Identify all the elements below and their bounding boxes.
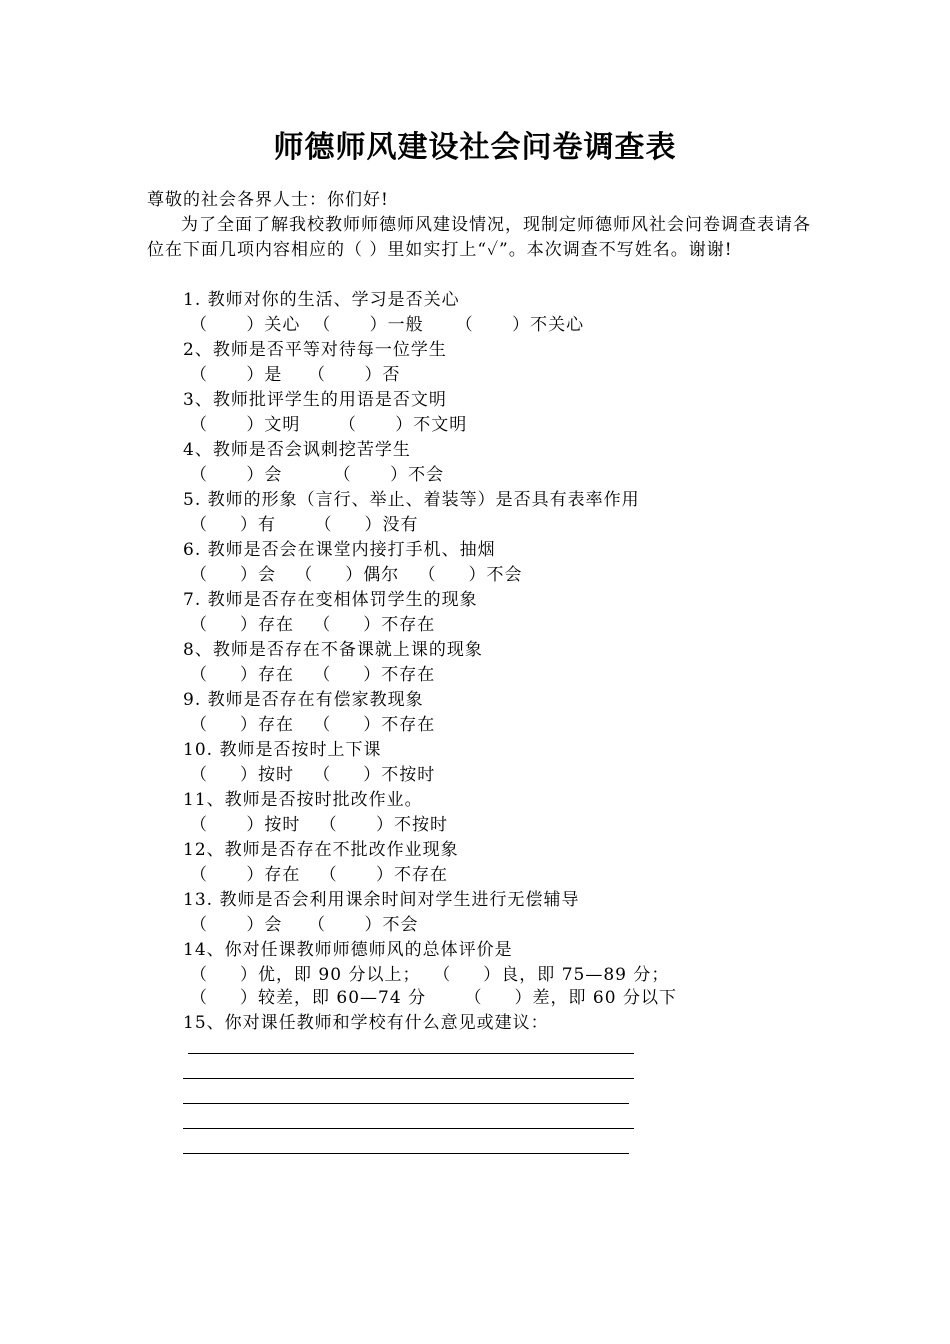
question-1: 1. 教师对你的生活、学习是否关心 — [183, 290, 460, 310]
question-14: 14、你对任课教师师德师风的总体评价是 — [183, 940, 513, 960]
question-13: 13. 教师是否会利用课余时间对学生进行无偿辅导 — [183, 890, 580, 910]
question-10: 10. 教师是否按时上下课 — [183, 740, 382, 760]
answer-line[interactable] — [183, 1078, 634, 1079]
question-6-options[interactable]: （ ）会 （ ）偶尔 （ ）不会 — [190, 565, 523, 585]
question-11-options[interactable]: （ ）按时 （ ）不按时 — [190, 815, 449, 835]
answer-line[interactable] — [183, 1128, 634, 1129]
question-5: 5. 教师的形象（言行、举止、着装等）是否具有表率作用 — [183, 490, 640, 510]
question-8-options[interactable]: （ ）存在 （ ）不存在 — [190, 665, 436, 685]
question-2: 2、教师是否平等对待每一位学生 — [183, 340, 447, 360]
question-3-options[interactable]: （ ）文明 （ ）不文明 — [190, 415, 468, 435]
question-7-options[interactable]: （ ）存在 （ ）不存在 — [190, 615, 436, 635]
question-13-options[interactable]: （ ）会 （ ）不会 — [190, 915, 419, 935]
question-4: 4、教师是否会讽刺挖苦学生 — [183, 440, 411, 460]
question-15: 15、你对课任教师和学校有什么意见或建议： — [183, 1013, 549, 1033]
question-12: 12、教师是否存在不批改作业现象 — [183, 840, 459, 860]
question-7: 7. 教师是否存在变相体罚学生的现象 — [183, 590, 478, 610]
question-12-options[interactable]: （ ）存在 （ ）不存在 — [190, 865, 449, 885]
question-5-options[interactable]: （ ）有 （ ）没有 — [190, 515, 419, 535]
answer-line[interactable] — [183, 1103, 629, 1104]
question-8: 8、教师是否存在不备课就上课的现象 — [183, 640, 483, 660]
page-title: 师德师风建设社会问卷调查表 — [273, 130, 677, 165]
q14-options-2: （ ）较差，即 60—74 分 （ ）差，即 60 分以下 — [190, 988, 677, 1008]
greeting: 尊敬的社会各界人士：你们好! — [147, 190, 389, 210]
question-4-options[interactable]: （ ）会 （ ）不会 — [190, 465, 445, 485]
answer-line[interactable] — [183, 1153, 629, 1154]
question-9-options[interactable]: （ ）存在 （ ）不存在 — [190, 715, 436, 735]
question-3: 3、教师批评学生的用语是否文明 — [183, 390, 447, 410]
answer-line[interactable] — [188, 1053, 634, 1054]
question-9: 9. 教师是否存在有偿家教现象 — [183, 690, 424, 710]
question-11: 11、教师是否按时批改作业。 — [183, 790, 423, 810]
question-1-options[interactable]: （ ）关心 （ ）一般 （ ）不关心 — [190, 315, 585, 335]
question-10-options[interactable]: （ ）按时 （ ）不按时 — [190, 765, 436, 785]
question-14-options[interactable]: （ ）优，即 90 分以上； （ ）良，即 75—89 分； — [190, 965, 670, 985]
question-2-options[interactable]: （ ）是 （ ）否 — [190, 365, 401, 385]
intro-paragraph: 为了全面了解我校教师师德师风建设情况，现制定师德师风社会问卷调查表请各位在下面几项内容相应的（ ）里如实打上“✓”。本次调查不写姓名。谢谢! — [147, 215, 811, 260]
question-6: 6. 教师是否会在课堂内接打手机、抽烟 — [183, 540, 496, 560]
